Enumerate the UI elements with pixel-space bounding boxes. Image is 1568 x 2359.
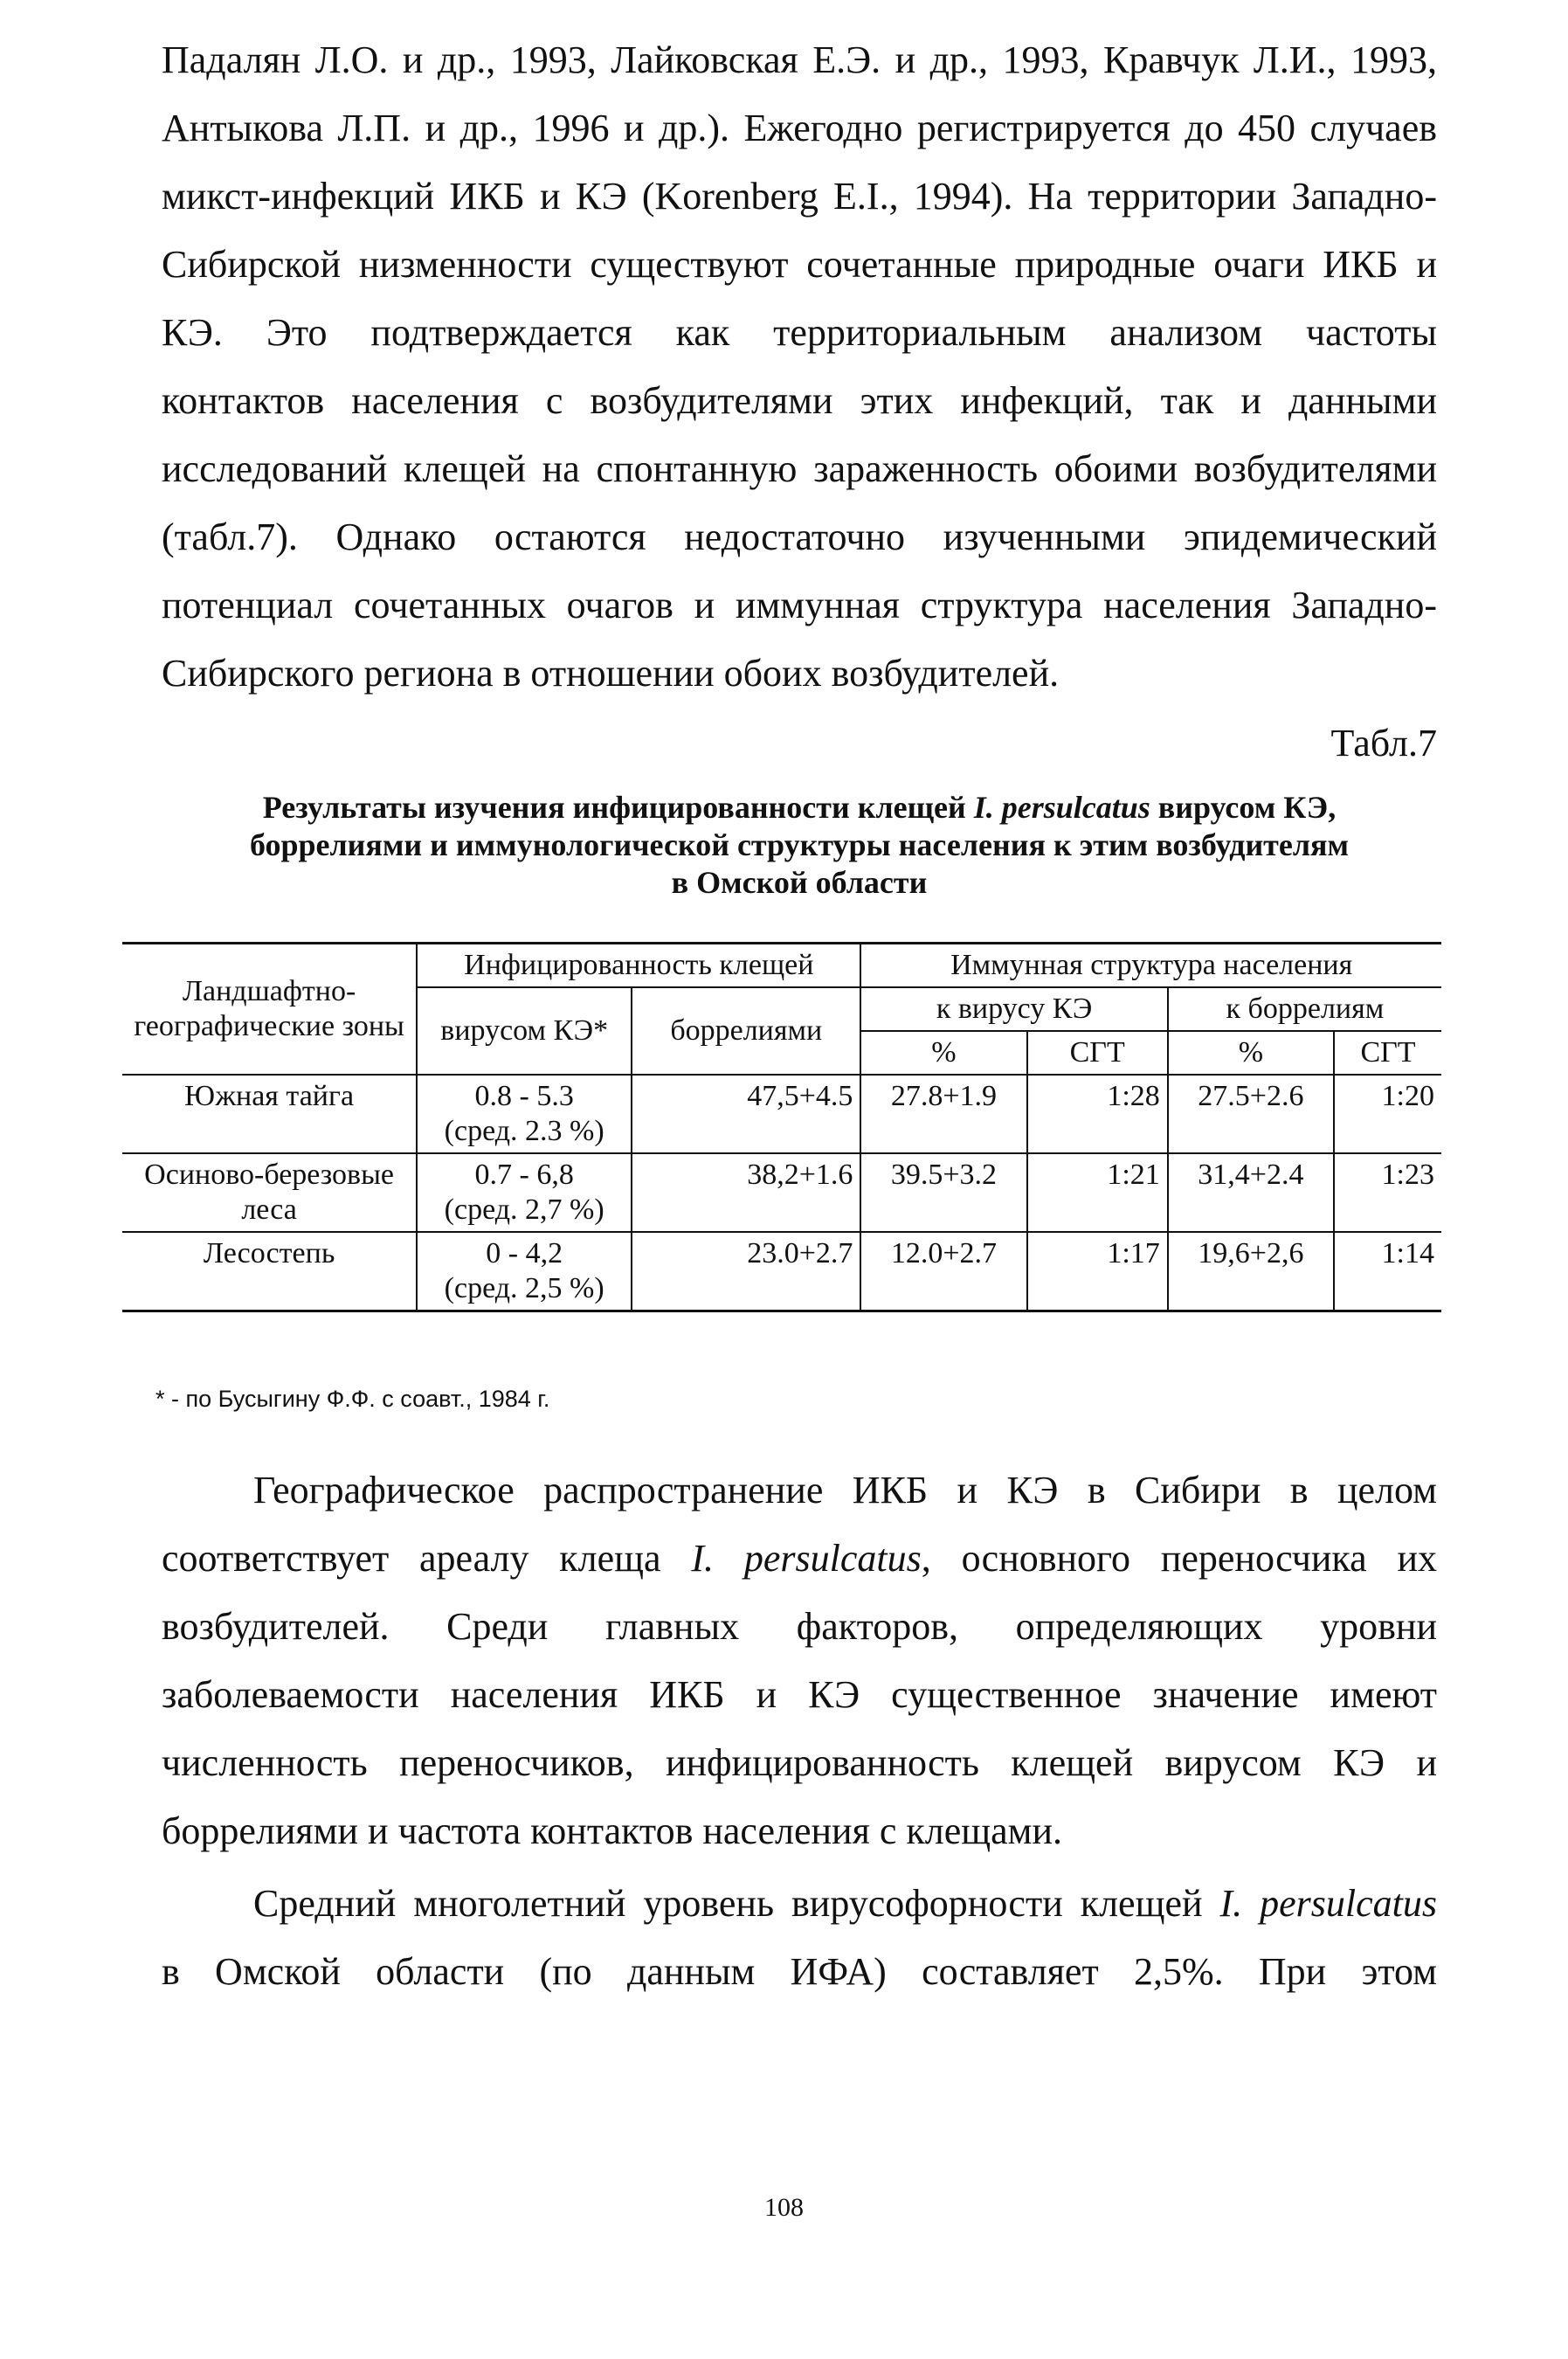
- text-line: Сибирского региона в отношении обоих возбудителей.: [162, 652, 1060, 695]
- cell-borrelia-sgt: 1:23: [1334, 1153, 1441, 1232]
- table-row: [122, 1075, 1441, 1153]
- title-text: вирусом КЭ,: [1150, 790, 1337, 825]
- header-percent: %: [1168, 1031, 1334, 1075]
- cell-zone: Лесостепь: [122, 1232, 417, 1311]
- cell-virus-pct: 12.0+2.7: [860, 1232, 1026, 1311]
- text-line: численность переносчиков, инфицированность клещей вирусом КЭ и: [162, 1741, 1437, 1784]
- virus-range: 0 - 4,2: [486, 1237, 563, 1269]
- cell-zone: Осиново-березовые леса: [122, 1153, 417, 1232]
- text-fragment: соответствует ареалу клеща: [162, 1537, 692, 1580]
- cell-virus: [417, 1232, 632, 1311]
- header-to-borrelia: к боррелиям: [1168, 987, 1441, 1031]
- cell-virus: [417, 1153, 632, 1232]
- text-line: заболеваемости населения ИКБ и КЭ существенное значение имеют: [162, 1673, 1437, 1716]
- text-fragment: , основного переносчика их: [921, 1537, 1437, 1580]
- text-line: [162, 1870, 1437, 1938]
- cell-virus-pct: 39.5+3.2: [860, 1153, 1026, 1232]
- header-borrelia: боррелиями: [632, 987, 860, 1075]
- cell-virus-sgt: 1:28: [1027, 1075, 1168, 1153]
- species-name: I. persulcatus: [973, 790, 1150, 825]
- paragraph-geography: [162, 1456, 1437, 1865]
- text-line: исследований клещей на спонтанную зараженность обоими возбудителями: [162, 447, 1437, 490]
- header-zone: Ландшафтно-географические зоны: [122, 944, 417, 1076]
- footnote: * - по Бусыгину Ф.Ф. с соавт., 1984 г.: [155, 1386, 550, 1412]
- header-immune: Иммунная структура населения: [860, 944, 1441, 988]
- text-line: Падалян Л.О. и др., 1993, Лайковская Е.Э. и др., 1993, Кравчук Л.И., 1993,: [162, 38, 1437, 81]
- text-fragment: Средний многолетний уровень вирусофорности клещей: [253, 1882, 1220, 1925]
- table-title: [162, 789, 1437, 902]
- virus-range: 0.8 - 5.3: [474, 1080, 574, 1112]
- text-line: боррелиями и частота контактов населения с клещами.: [162, 1809, 1063, 1852]
- virus-average: (сред. 2,5 %): [444, 1272, 604, 1304]
- text-line: возбудителей. Среди главных факторов, определяющих уровни: [162, 1605, 1437, 1648]
- table-title-line: в Омской области: [671, 865, 928, 900]
- paragraph-intro: [162, 26, 1437, 708]
- cell-zone: Южная тайга: [122, 1075, 417, 1153]
- header-to-virus: к вирусу КЭ: [860, 987, 1167, 1031]
- text-line: контактов населения с возбудителями этих инфекций, так и данными: [162, 379, 1437, 422]
- virus-average: (сред. 2,7 %): [444, 1193, 604, 1226]
- table-row: [122, 1153, 1441, 1232]
- cell-borrelia-sgt: 1:20: [1334, 1075, 1441, 1153]
- cell-virus-pct: 27.8+1.9: [860, 1075, 1026, 1153]
- cell-virus-sgt: 1:21: [1027, 1153, 1168, 1232]
- table-row: [122, 1232, 1441, 1311]
- text-line: Антыкова Л.П. и др., 1996 и др.). Ежегодно регистрируется до 450 случаев: [162, 107, 1437, 149]
- species-name: I. persulcatus: [691, 1537, 922, 1580]
- cell-virus-sgt: 1:17: [1027, 1232, 1168, 1311]
- cell-borrelia-pct: 19,6+2,6: [1168, 1232, 1334, 1311]
- header-virus: вирусом КЭ*: [417, 987, 632, 1075]
- cell-borrelia-pct: 31,4+2.4: [1168, 1153, 1334, 1232]
- text-line: Сибирской низменности существуют сочетанные природные очаги ИКБ и: [162, 243, 1437, 286]
- cell-virus: [417, 1075, 632, 1153]
- header-infection: Инфицированность клещей: [417, 944, 860, 988]
- text-line: микст-инфекций ИКБ и КЭ (Korenberg E.I., 1994). На территории Западно-: [162, 175, 1437, 218]
- virus-range: 0.7 - 6,8: [474, 1159, 574, 1191]
- species-name: I. persulcatus: [1219, 1882, 1437, 1925]
- cell-borrelia-pct: 27.5+2.6: [1168, 1075, 1334, 1153]
- text-line: в Омской области (по данным ИФА) составляет 2,5%. При этом: [162, 1950, 1437, 1993]
- virus-average: (сред. 2.3 %): [444, 1115, 604, 1147]
- cell-borrelia: 38,2+1.6: [632, 1153, 860, 1232]
- text-line: КЭ. Это подтверждается как территориальным анализом частоты: [162, 311, 1437, 354]
- table-title-line: [162, 789, 1437, 827]
- text-line: [162, 1525, 1437, 1593]
- cell-borrelia-sgt: 1:14: [1334, 1232, 1441, 1311]
- page-number: 108: [764, 2193, 804, 2222]
- cell-borrelia: 47,5+4.5: [632, 1075, 860, 1153]
- table-title-line: боррелиями и иммунологической структуры населения к этим возбудителям: [249, 827, 1350, 862]
- text-line: Географическое распространение ИКБ и КЭ в Сибири в целом: [253, 1469, 1437, 1512]
- results-table: [122, 942, 1441, 1312]
- paragraph-virus-level: [162, 1870, 1437, 2006]
- text-line: потенциал сочетанных очагов и иммунная структура населения Западно-: [162, 584, 1437, 626]
- cell-borrelia: 23.0+2.7: [632, 1232, 860, 1311]
- header-sgt: СГТ: [1027, 1031, 1168, 1075]
- title-text: Результаты изучения инфицированности клещей: [262, 790, 974, 825]
- text-line: (табл.7). Однако остаются недостаточно изученными эпидемический: [162, 515, 1437, 558]
- table-label: Табл.7: [1330, 722, 1437, 764]
- header-percent: %: [860, 1031, 1026, 1075]
- header-sgt: СГТ: [1334, 1031, 1441, 1075]
